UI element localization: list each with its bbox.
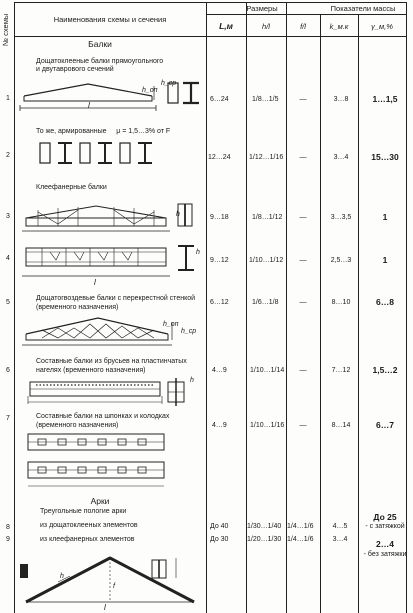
row-6-hl: 1/10…1/14 xyxy=(250,367,285,374)
row-1-L: 6…24 xyxy=(210,96,229,103)
row-3-no: 3 xyxy=(6,213,10,220)
row-5-gm: 6…8 xyxy=(376,297,394,307)
row-7-no: 7 xyxy=(6,415,10,422)
header-hl: h/l xyxy=(262,22,270,31)
header-mass: Показатели массы xyxy=(330,4,396,13)
row-8-kmc: 4…5 xyxy=(332,523,348,530)
row-2-no: 2 xyxy=(6,152,10,159)
row-4-kmc: 2,5…3 xyxy=(330,257,352,264)
row-2-L: 12…24 xyxy=(208,154,231,161)
row-3-title: Клеефанерные балки xyxy=(36,184,107,191)
row-4-gm: 1 xyxy=(382,255,388,265)
section-arches: Арки xyxy=(90,496,110,506)
row-9-no: 9 xyxy=(6,536,10,543)
row-9-hl: 1/20…1/30 xyxy=(247,536,282,543)
row-2-gm: 15…30 xyxy=(371,152,399,162)
row-8-hl: 1/30…1/40 xyxy=(247,523,282,530)
header-no: № схемы xyxy=(1,13,10,46)
row-6-title: Составные балки из брусьев на пластинчатых xyxy=(36,358,187,365)
row-5-label-hcp: h_ср xyxy=(181,328,197,335)
header-fl: f/l xyxy=(300,22,306,31)
row-7-title2: (временного назначения) xyxy=(36,422,119,429)
row-9-fl: 1/4…1/6 xyxy=(287,536,314,543)
row-1-label-hop: h_оп xyxy=(142,87,158,94)
arch-label-f: f xyxy=(113,583,115,590)
row-4-diagram xyxy=(18,240,203,284)
row-4-hl: 1/10…1/12 xyxy=(249,257,284,264)
row-3-hl: 1/8…1/12 xyxy=(252,214,283,221)
row-6-L: 4…9 xyxy=(212,367,227,374)
row-4-label-l: l xyxy=(94,278,96,287)
row-7-kmc: 8…14 xyxy=(331,422,351,429)
row-6-gm: 1,5…2 xyxy=(372,365,398,375)
row-4-fl: — xyxy=(299,257,307,264)
col-line-1 xyxy=(206,2,207,613)
col-line-6 xyxy=(406,2,407,613)
row-8-gm-note: - с затяжкой xyxy=(365,523,405,530)
row-5-hl: 1/6…1/8 xyxy=(252,299,279,306)
row-8-L: До 40 xyxy=(210,523,229,530)
row-2-title: То же, армированные μ = 1,5…3% от F xyxy=(36,128,171,135)
row-8-gm: До 25 xyxy=(373,512,397,522)
row-8-fl: 1/4…1/6 xyxy=(287,523,314,530)
section-beams: Балки xyxy=(88,39,112,49)
row-1-no: 1 xyxy=(6,95,10,102)
row-5-label-hop: h_оп xyxy=(163,321,179,328)
row-5-title: Дощатогвоздевые балки с перекрестной стенкой xyxy=(36,295,196,302)
row-5-fl: — xyxy=(299,299,307,306)
row-5-no: 5 xyxy=(6,299,10,306)
row-1-title xyxy=(36,58,166,74)
row-2-sections xyxy=(38,141,158,167)
row-7-fl: — xyxy=(299,422,307,429)
row-3-fl: — xyxy=(299,214,307,221)
row-1-gm: 1…1,5 xyxy=(372,94,398,104)
row-5-kmc: 8…10 xyxy=(331,299,351,306)
header-gm: γ_м,% xyxy=(371,22,393,31)
header-top-line xyxy=(14,2,406,3)
col-line-5 xyxy=(358,14,359,613)
arch-label-l: l xyxy=(104,603,106,612)
col-line-4 xyxy=(320,14,321,613)
row-9-kmc: 3…4 xyxy=(332,536,348,543)
header-kmc: k_м.к xyxy=(329,22,349,31)
row-1-label-l: l xyxy=(88,101,90,110)
col-line-0 xyxy=(14,2,15,613)
row-6-title2: нагелях (временного назначения) xyxy=(36,367,146,374)
row-1-title-text: Дощатоклееные балки прямоугольного и двутаврового сечений xyxy=(36,58,164,73)
row-5-diagram xyxy=(18,312,203,348)
row-1-kmc: 3…8 xyxy=(333,96,349,103)
row-5-title2: (временного назначения) xyxy=(36,304,119,311)
row-3-L: 9…18 xyxy=(210,214,229,221)
header-sizes: Размеры xyxy=(246,4,278,13)
row-7-gm: 6…7 xyxy=(376,420,394,430)
row-6-kmc: 7…12 xyxy=(331,367,351,374)
row-9-gm-note: - без затяжки xyxy=(363,551,407,558)
row-2-hl: 1/12…1/16 xyxy=(249,154,284,161)
row-1-fl: — xyxy=(299,96,307,103)
row-3-label-h: h xyxy=(176,211,180,218)
row-2-fl: — xyxy=(299,154,307,161)
header-mid-line xyxy=(206,14,406,15)
header-bottom-line xyxy=(14,36,406,37)
row-7-title: Составные балки на шпонках и колодках xyxy=(36,413,170,420)
row-3-gm: 1 xyxy=(382,212,388,222)
header-name: Наименования схемы и сечения xyxy=(53,15,167,24)
row-6-diagram xyxy=(18,376,203,412)
row-6-no: 6 xyxy=(6,367,10,374)
row-8-title2: из дощатоклееных элементов xyxy=(40,522,138,529)
row-2-kmc: 3…4 xyxy=(333,154,349,161)
row-1-hl: 1/8…1/5 xyxy=(252,96,279,103)
row-9-gm: 2…4 xyxy=(376,539,394,549)
row-1-label-hcp: h_ср xyxy=(161,80,177,87)
row-9-title: из клеефанерных элементов xyxy=(40,536,135,543)
row-3-kmc: 3…3,5 xyxy=(330,214,352,221)
row-4-label-h: h xyxy=(196,249,200,256)
row-6-label-h: h xyxy=(190,377,194,384)
row-5-L: 6…12 xyxy=(210,299,229,306)
row-6-fl: — xyxy=(299,367,307,374)
row-7-hl: 1/10…1/16 xyxy=(250,422,285,429)
header-L: L,м xyxy=(219,21,233,31)
row-4-no: 4 xyxy=(6,255,10,262)
row-9-L: До 30 xyxy=(210,536,229,543)
row-8-title: Треугольные пологие арки xyxy=(40,508,127,515)
arch-label-h: h xyxy=(60,573,64,580)
row-7-L: 4…9 xyxy=(212,422,227,429)
arch-diagram xyxy=(18,548,203,610)
row-7-diagram xyxy=(18,430,203,494)
row-8-no: 8 xyxy=(6,524,10,531)
row-4-L: 9…12 xyxy=(210,257,229,264)
